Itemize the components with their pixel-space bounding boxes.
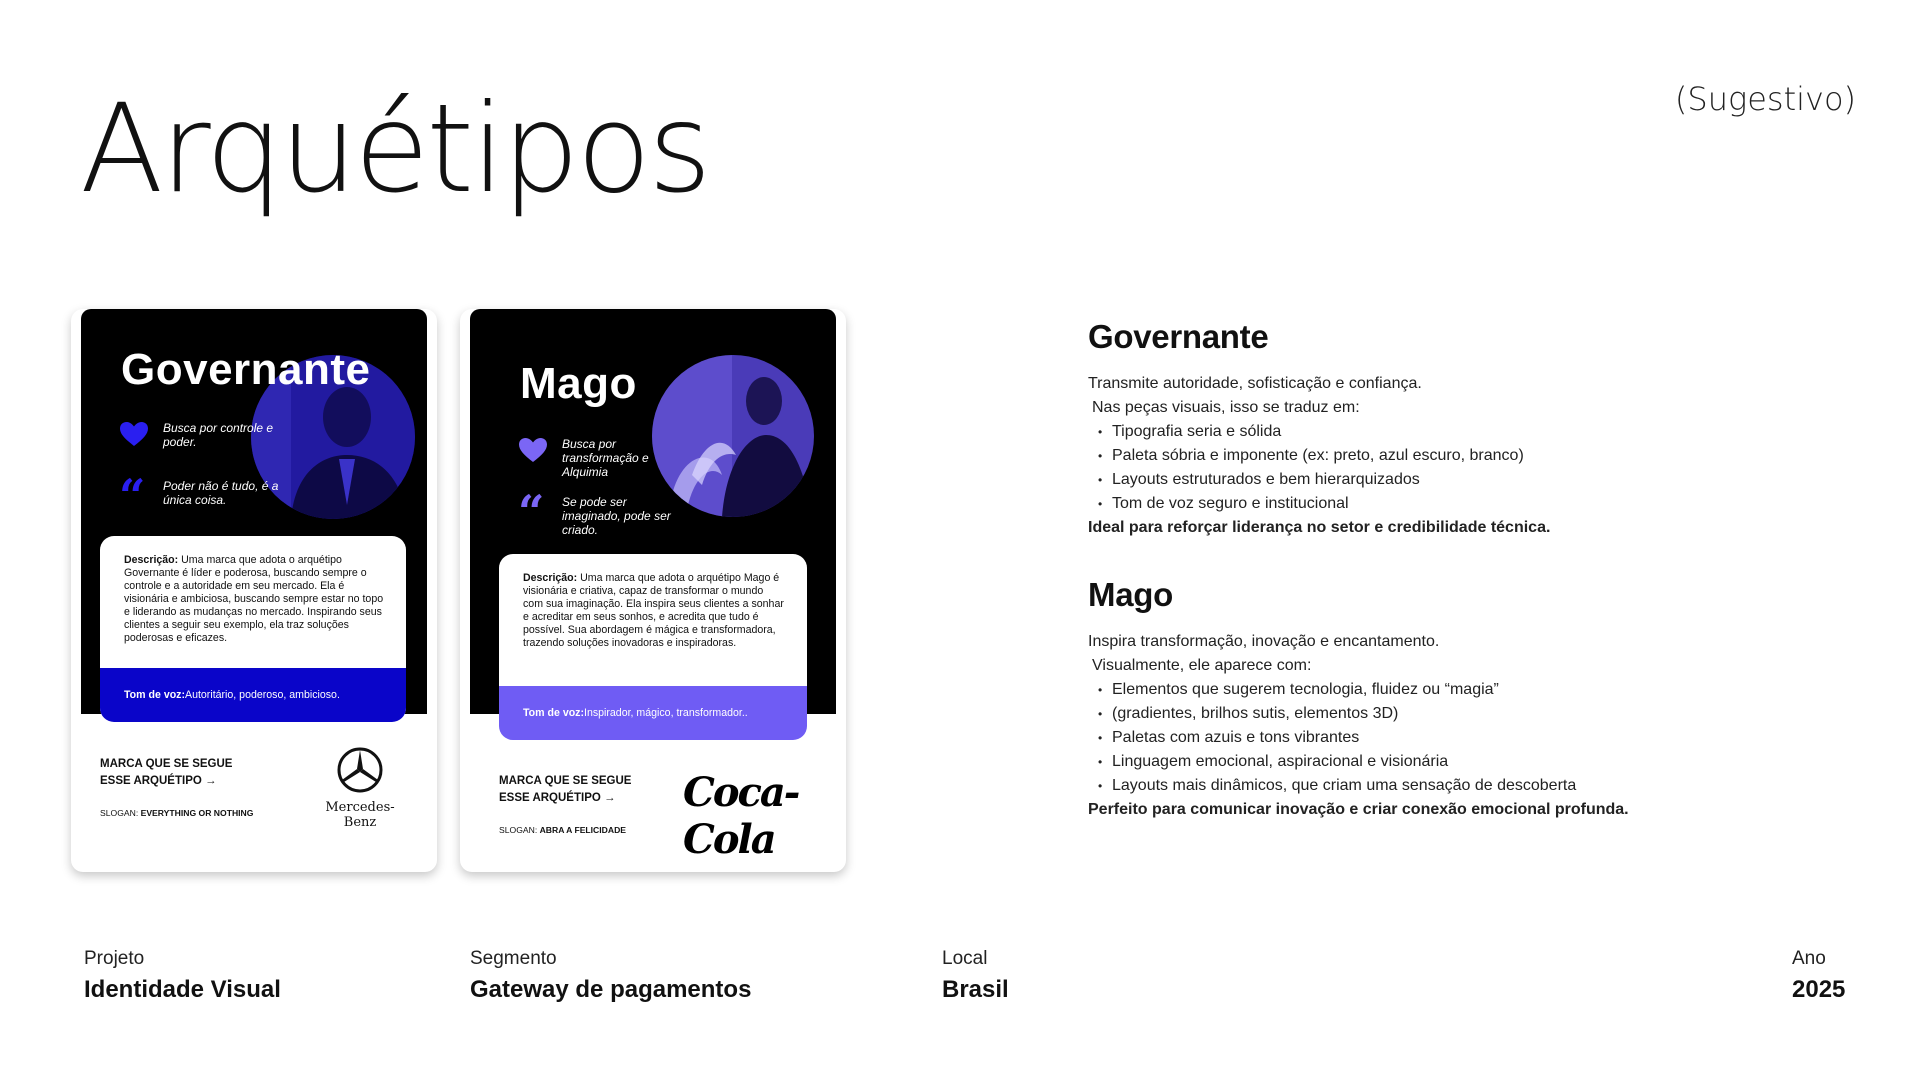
trait-motto-text: Se pode ser imaginado, pode ser criado.: [562, 495, 671, 537]
card-title: Mago: [520, 359, 637, 408]
brand-example: [499, 769, 809, 863]
trait-desire-text: Busca por transformação e Alquimia: [562, 437, 649, 479]
coca-cola-logo: Coca-Cola: [683, 769, 799, 863]
meta-label: Local: [942, 948, 988, 969]
trait-desire: [119, 421, 283, 449]
description-text: Descrição: Uma marca que adota o arquétipo Governante é líder e poderosa, buscando sempre o controle e a autoridade em seu mercado. Ela é visionária e ambiciosa, buscando sempre estar no topo e liderando as mudanças no mercado. Inspirando seus clientes a seguir seu exemplo, ela traz soluções poderosas e eficazes.: [124, 554, 384, 644]
meta-projeto: [84, 948, 281, 1004]
brand-name: Mercedes-Benz: [325, 800, 395, 830]
section-bullets: [1088, 678, 1708, 798]
meta-value: 2025: [1792, 976, 1846, 1003]
trait-desire: [518, 437, 682, 479]
section-intro-2: Visualmente, ele aparece com:: [1092, 657, 1312, 674]
section-conclusion: Ideal para reforçar liderança no setor e credibilidade técnica.: [1088, 519, 1551, 536]
list-item: • (gradientes, brilhos sutis, elementos 3D): [1088, 702, 1708, 726]
list-item: • Paletas com azuis e tons vibrantes: [1088, 726, 1708, 750]
trait-motto: [518, 485, 682, 539]
card-title: Governante: [121, 345, 371, 394]
heart-icon: [518, 437, 548, 463]
brand-example: [100, 756, 410, 830]
meta-label: Segmento: [470, 948, 557, 969]
page-title: Arquétipos: [80, 78, 709, 220]
quote-icon: “: [119, 469, 146, 523]
meta-label: Ano: [1792, 948, 1826, 969]
section-conclusion: Perfeito para comunicar inovação e criar conexão emocional profunda.: [1088, 801, 1629, 818]
meta-value: Brasil: [942, 976, 1009, 1003]
section-title: Mago: [1088, 576, 1173, 613]
meta-value: Gateway de pagamentos: [470, 976, 752, 1003]
list-item: • Tipografia seria e sólida: [1088, 420, 1708, 444]
meta-ano: [1792, 948, 1845, 1004]
list-item: • Paleta sóbria e imponente (ex: preto, azul escuro, branco): [1088, 444, 1708, 468]
meta-segmento: [470, 948, 751, 1004]
section-governante: [1088, 318, 1708, 540]
meta-label: Projeto: [84, 948, 145, 969]
trait-motto: [119, 469, 283, 523]
brand-slogan: SLOGAN: EVERYTHING OR NOTHING: [100, 808, 254, 818]
tone-of-voice: Tom de voz: Inspirador, mágico, transformador..: [499, 686, 807, 740]
brand-heading: MARCA QUE SE SEGUE ESSE ARQUÉTIPO →: [499, 775, 632, 804]
list-item: • Layouts mais dinâmicos, que criam uma sensação de descoberta: [1088, 774, 1708, 798]
description-text: Descrição: Uma marca que adota o arquétipo Mago é visionária e criativa, capaz de transformar o mundo com sua imaginação. Ela inspira seus clientes a sonhar e acreditar em seus sonhos, e acredita que tudo é possível. Sua abordagem é mágica e transformadora, trazendo soluções inovadoras e inspiradoras.: [523, 572, 784, 649]
section-intro: Inspira transformação, inovação e encantamento.: [1088, 633, 1440, 650]
mercedes-star-icon: [336, 746, 384, 794]
page-tag: (Sugestivo): [1674, 80, 1856, 118]
list-item: • Layouts estruturados e bem hierarquizados: [1088, 468, 1708, 492]
section-title: Governante: [1088, 318, 1269, 355]
mercedes-logo: [310, 746, 410, 830]
meta-local: [942, 948, 1009, 1004]
heart-icon: [119, 421, 149, 447]
brand-heading: MARCA QUE SE SEGUE ESSE ARQUÉTIPO →: [100, 758, 233, 787]
list-item: • Linguagem emocional, aspiracional e visionária: [1088, 750, 1708, 774]
archetype-card-governante: [81, 309, 427, 872]
list-item: • Elementos que sugerem tecnologia, fluidez ou “magia”: [1088, 678, 1708, 702]
description-box: [100, 536, 406, 722]
meta-value: Identidade Visual: [84, 976, 281, 1003]
section-intro-2: Nas peças visuais, isso se traduz em:: [1092, 399, 1360, 416]
description-box: [499, 554, 807, 740]
list-item: • Tom de voz seguro e institucional: [1088, 492, 1708, 516]
tone-of-voice: Tom de voz: Autoritário, poderoso, ambicioso.: [100, 668, 406, 722]
quote-icon: “: [518, 485, 545, 539]
section-bullets: [1088, 420, 1708, 516]
portrait-image: [652, 355, 814, 517]
archetype-card-mago: [470, 309, 836, 872]
section-intro: Transmite autoridade, sofisticação e confiança.: [1088, 375, 1422, 392]
brand-slogan: SLOGAN: ABRA A FELICIDADE: [499, 825, 627, 835]
trait-desire-text: Busca por controle e poder.: [163, 421, 274, 449]
trait-motto-text: Poder não é tudo, é a única coisa.: [163, 479, 279, 507]
section-mago: [1088, 576, 1708, 822]
